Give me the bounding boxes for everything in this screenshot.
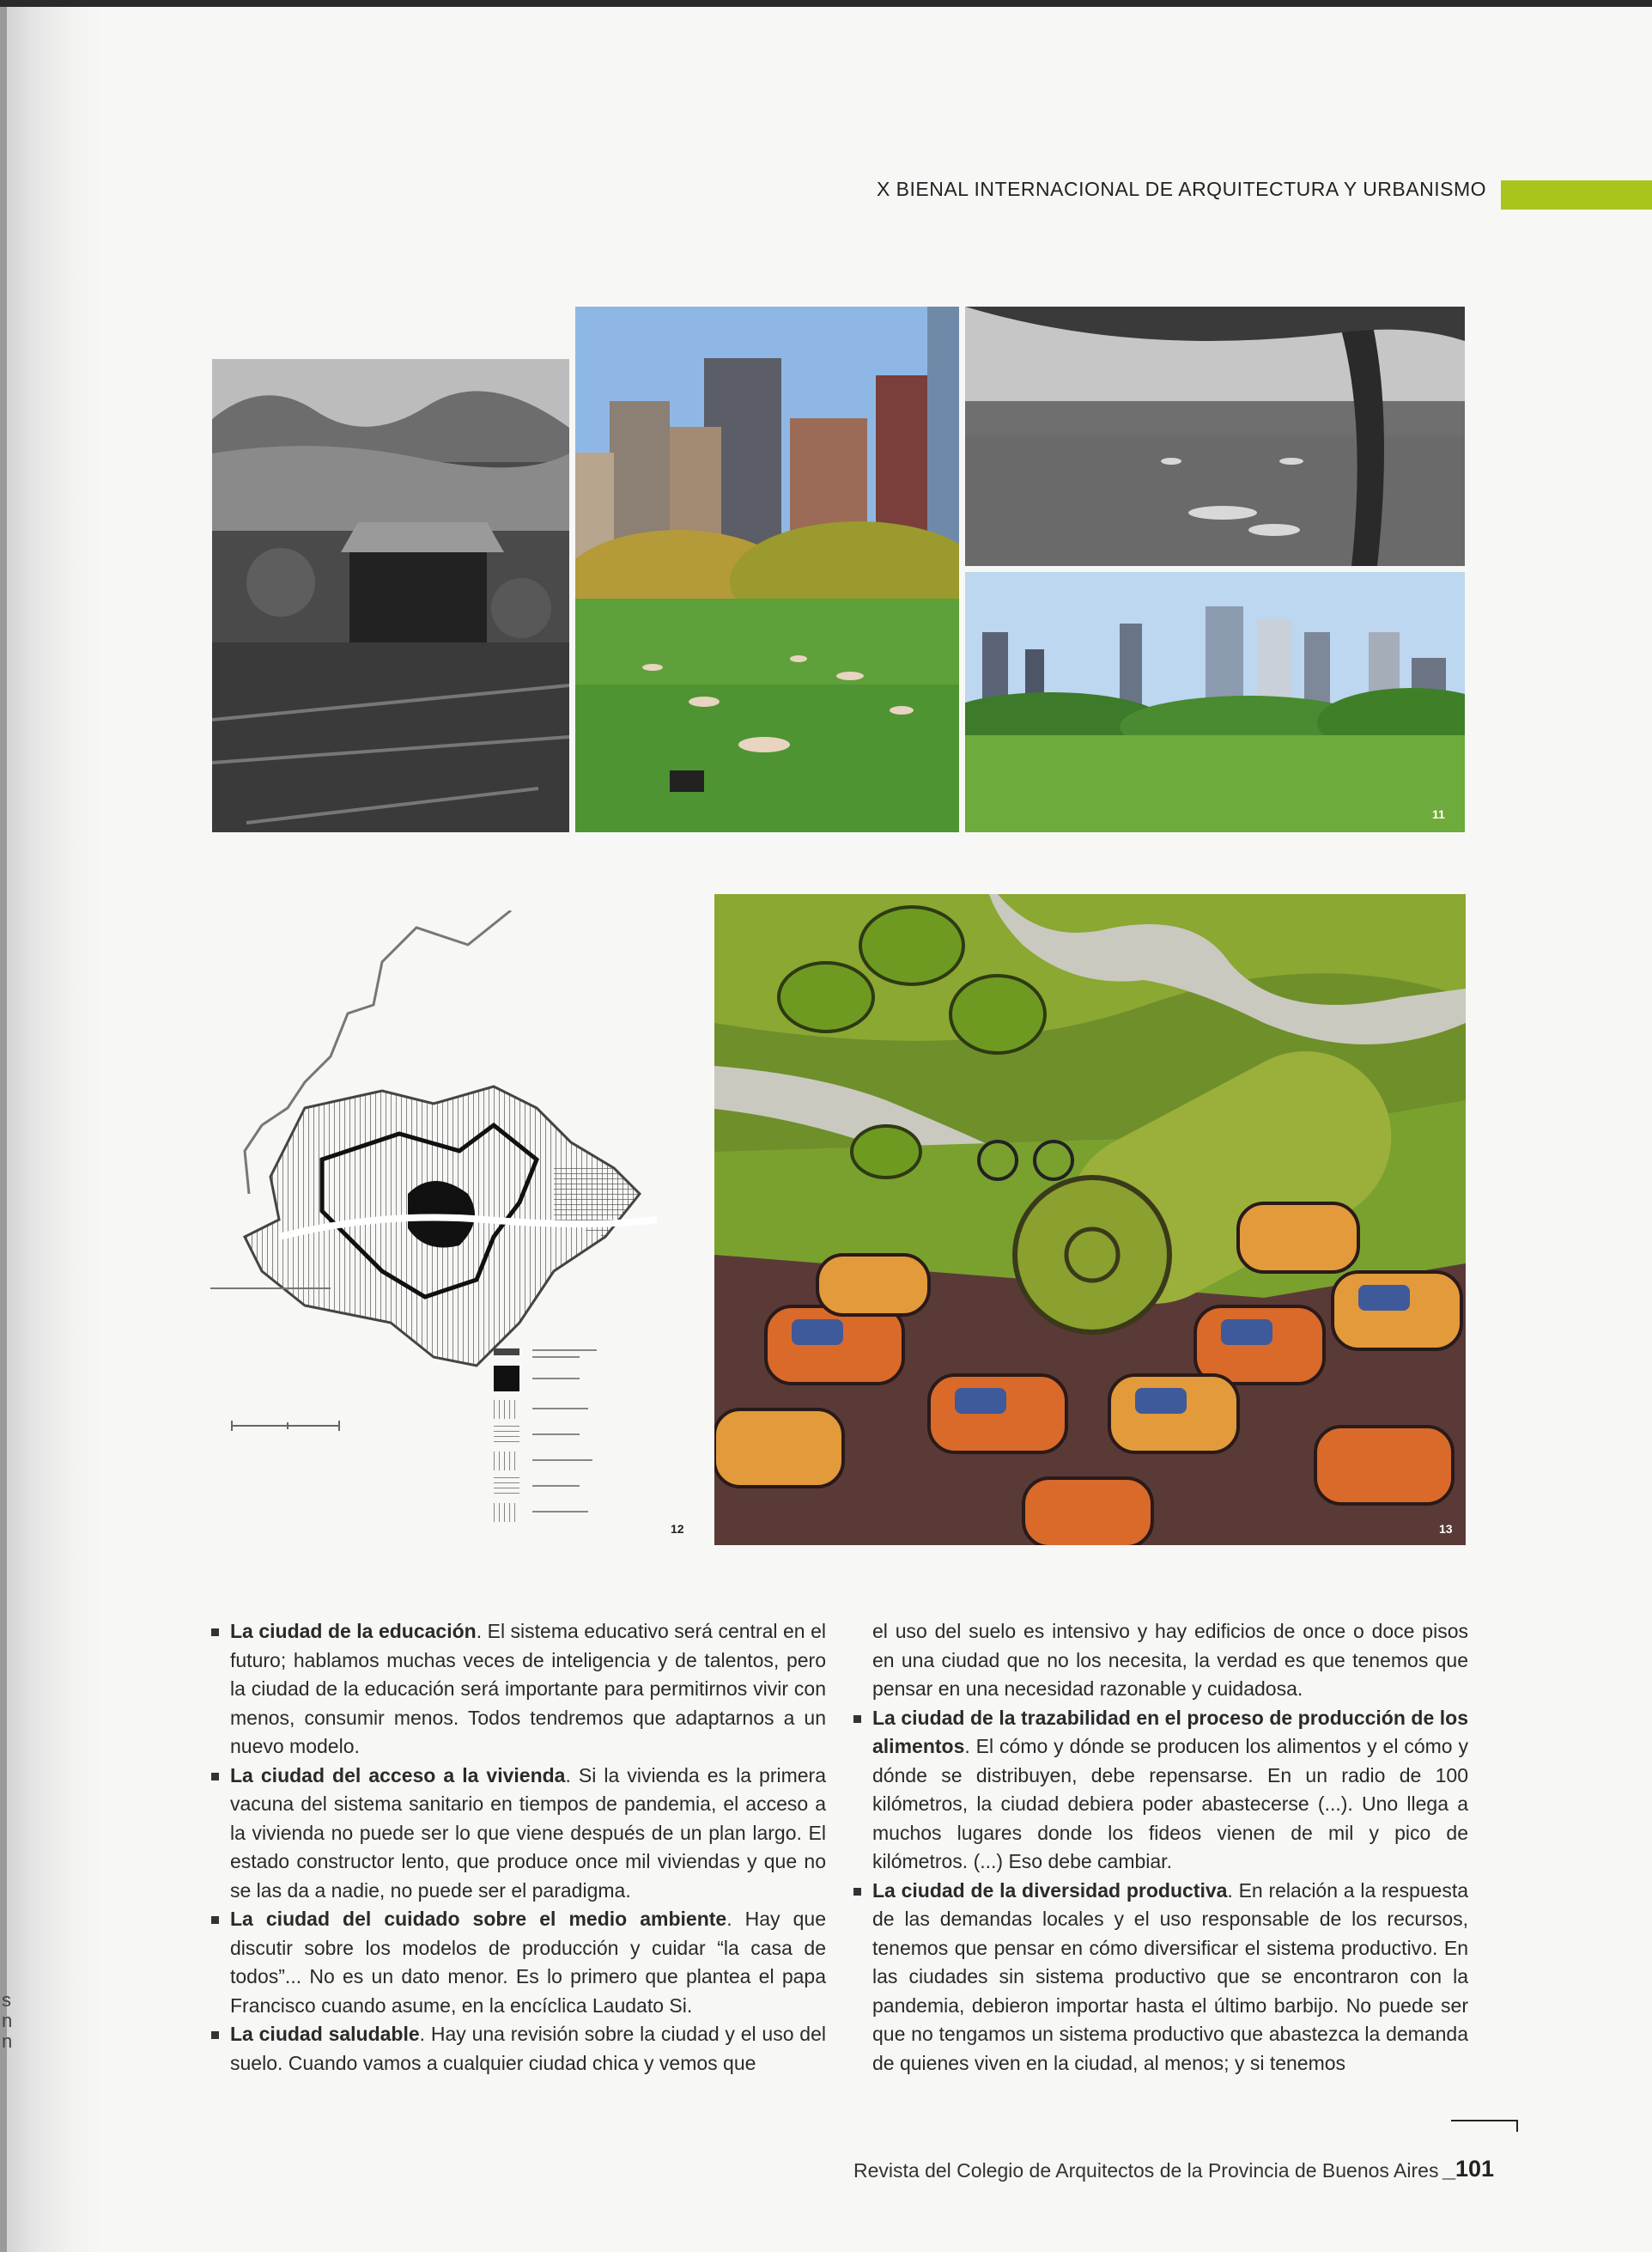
item-lead: La ciudad del cuidado sobre el medio ambiente — [230, 1908, 727, 1930]
facing-page-letter: n — [2, 2030, 13, 2052]
page-gutter-shadow — [0, 0, 103, 2252]
item-lead: La ciudad de la diversidad productiva — [872, 1878, 1228, 1902]
fig11-photo-sheep-meadow — [965, 307, 1465, 566]
top-edge-line — [0, 0, 1652, 7]
list-item — [853, 1704, 1468, 1877]
page-number-rule — [1451, 2120, 1518, 2121]
body-column-left — [211, 1617, 826, 2078]
item-lead: La ciudad de la educación — [230, 1620, 477, 1642]
fig11-photo-park-lawn-city — [575, 307, 959, 832]
list-item — [211, 1762, 826, 1906]
figure-number-11: 11 — [1432, 807, 1445, 821]
running-header: X BIENAL INTERNACIONAL DE ARQUITECTURA Y URBANISMO — [876, 178, 1486, 200]
list-item — [211, 2020, 826, 2078]
list-item — [211, 1617, 826, 1762]
body-column-right — [853, 1617, 1468, 2078]
list-item — [853, 1877, 1468, 2079]
item-text: . Hay una revisión sobre la ciudad y el uso del suelo. Cuando vamos a cualquier ciudad chica y vemos que — [230, 2023, 826, 2074]
figure-number-12: 12 — [671, 1522, 684, 1536]
item-lead: La ciudad saludable — [230, 2023, 420, 2045]
fig12-city-map — [210, 910, 691, 1537]
facing-page-letter: s — [2, 1989, 11, 2011]
page-number-rule-tick — [1516, 2120, 1518, 2132]
figure-number-13: 13 — [1439, 1522, 1453, 1536]
item-text: . El sistema educativo será central en el futuro; hablamos muchas veces de inteligencia y de talentos, pero la ciudad de la educación será importante para permitirnos vivir con menos, consumir menos. Todos tendremos que adaptarnos a un nuevo modelo. — [230, 1620, 826, 1757]
header-accent-bar — [1501, 180, 1652, 210]
item-text: . Hay que discutir sobre los modelos de producción y cuidar “la casa de todos”... No es un dato menor. Es lo primero que plantea el papa Francisco cuando asume, en la encíclica Laudato Si. — [230, 1908, 826, 2017]
facing-page-letter: n — [2, 2010, 13, 2031]
fig13-illustration-green-carpet — [714, 894, 1466, 1545]
page-gutter-edge — [0, 0, 7, 2252]
paragraph-continuation: el uso del suelo es intensivo y hay edificios de once o doce pisos en una ciudad que no los necesita, la verdad es que tenemos que pensar en una necesidad razonable y cuidadosa. — [872, 1620, 1468, 1700]
item-lead: La ciudad de la trazabilidad en el proceso de producción de los alimentos — [872, 1706, 1468, 1757]
item-lead: La ciudad del acceso a la vivienda — [230, 1763, 566, 1786]
item-text: . El cómo y dónde se producen los alimentos y el cómo y dónde se distribuyen, debe repensarse. En un radio de 100 kilómetros, la ciudad debiera poder abastecerse (...). Uno llega a muchos lugares donde los fideos vienen de mil y pico de kilómetros. (...) Eso debe cambiar. — [872, 1735, 1468, 1872]
fig11-photo-central-park-skyline — [965, 572, 1465, 832]
item-text: . Si la vivienda es la primera vacuna del sistema sanitario en tiempos de pandemia, el acceso a la vivienda no puede ser lo que viene después de un plan largo. El estado constructor lento, que produce once mil viviendas y que no se las da a nadie, no puede ser el paradigma. — [230, 1763, 826, 1902]
item-text: . En relación a la respuesta de las demandas locales y el uso responsable de los recursos, tenemos que pensar en cómo diversificar el sistema productivo. En las ciudades sin sistema productivo que se encontraron con la pandemia, debieron importar hasta el último barbijo. No puede ser que no tengamos un sistema productivo que abastezca la demanda de quienes viven en la ciudad, al menos; y si tenemos — [872, 1878, 1468, 2074]
running-footer: Revista del Colegio de Arquitectos de la Provincia de Buenos Aires — [853, 2159, 1439, 2182]
list-item — [211, 1905, 826, 2020]
page-number: _101 — [1442, 2156, 1495, 2182]
fig11-photo-historic-shack — [212, 359, 569, 832]
